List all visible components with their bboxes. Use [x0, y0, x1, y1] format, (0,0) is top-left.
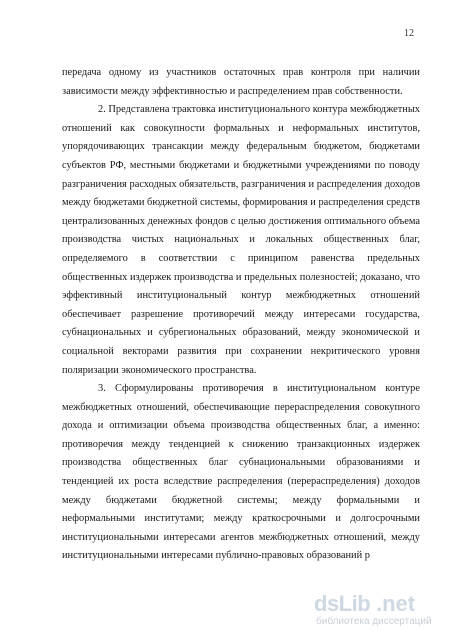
dslib-logo-domain: .net: [376, 591, 416, 616]
dslib-watermark: [310, 591, 442, 631]
dslib-subtitle: библиотека диссертаций: [316, 616, 432, 627]
page-number: 12: [404, 28, 414, 39]
dslib-logo: [314, 591, 440, 615]
dslib-logo-text: dsLib: [314, 591, 371, 616]
paragraph-3: 3. Сформулированы противоречия в институциональном контуре межбюджетных отношений, обеспечивающие перераспределения совокупного дохода и оптимизации объема производства общественных благ, а именно: противоречия между тенденцией к снижению транзакционных издержек производства общественных благ субнациональными образованиями и тенденцией их роста вследствие распределения (перераспределения) доходов между бюджетами бюджетной системы; между формальными и неформальными институтами; между краткосрочными и долгосрочными институциональными интересами агентов межбюджетных отношений, между институциональными интересами публично-правовых образований р: [62, 383, 420, 562]
paragraph-continuation: передача одному из участников остаточных прав контроля при наличии зависимости между эффективностью и распределением прав собственности.: [62, 67, 420, 97]
paragraph-2: 2. Представлена трактовка институционального контура межбюджетных отношений как совокупности формальных и неформальных институтов, упорядочивающих трансакции между федеральным бюджетом, бюджетами субъектов РФ, местными бюджетами и бюджетными учреждениями по поводу разграничения расходных обязательств, разграничения и распределения доходов между бюджетами бюджетной системы, формирования и распределения средств централизованных денежных фондов с целью достижения оптимального объема производства чистых национальных и локальных общественных благ, определяемого в соответствии с принципом равенства предельных общественных издержек производства и предельных полезностей; доказано, что эффективный институциональный контур межбюджетных отношений обеспечивает разрешение противоречий между интересами государства, субнациональных и субрегиональных образований, между экономической и социальной векторами развития при сохранении некритического уровня поляризации экономического пространства.: [62, 104, 420, 376]
document-body: [62, 64, 420, 566]
